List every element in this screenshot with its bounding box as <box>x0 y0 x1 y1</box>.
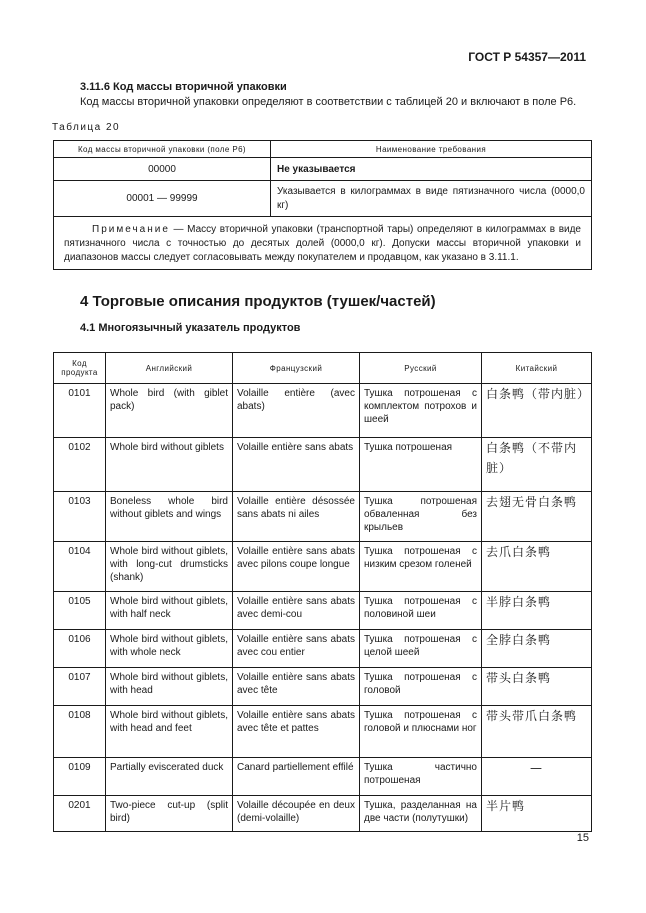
cell-english: Whole bird (with giblet pack) <box>106 384 233 438</box>
column-header-code: Код продукта <box>54 353 106 384</box>
cell-english: Whole bird without giblets, with head and feet <box>106 706 233 758</box>
cell-russian: Тушка потрошеная с целой шеей <box>360 630 482 668</box>
cell-code: 0107 <box>54 668 106 706</box>
table-caption: Таблица 20 <box>52 122 121 133</box>
cell-chinese: 去爪白条鸭 <box>482 542 592 592</box>
cell-english: Two-piece cut-up (split bird) <box>106 796 233 832</box>
cell-russian: Тушка потрошеная обваленная без крыльев <box>360 492 482 542</box>
table-row <box>54 158 592 181</box>
cell-russian: Тушка потрошеная <box>360 438 482 492</box>
cell-code: 0106 <box>54 630 106 668</box>
table-cell-requirement: Не указывается <box>271 158 592 181</box>
table-cell-code: 00000 <box>54 158 271 181</box>
column-header-russian: Русский <box>360 353 482 384</box>
column-header: Наименование требования <box>271 141 592 158</box>
cell-chinese: 全脖白条鸭 <box>482 630 592 668</box>
table-row <box>54 492 592 542</box>
cell-english: Whole bird without giblets <box>106 438 233 492</box>
column-header-english: Английский <box>106 353 233 384</box>
cell-russian: Тушка потрошеная с головой <box>360 668 482 706</box>
table-cell-code: 00001 — 99999 <box>54 181 271 217</box>
table-row <box>54 592 592 630</box>
cell-russian: Тушка потрошеная с низким срезом голеней <box>360 542 482 592</box>
cell-french: Volaille entière désossée sans abats ni ailes <box>233 492 360 542</box>
section-4-1-heading: 4.1 Многоязычный указатель продуктов <box>80 322 301 334</box>
cell-chinese: 带头带爪白条鸭 <box>482 706 592 758</box>
section-4-heading: 4 Торговые описания продуктов (тушек/частей) <box>80 293 436 310</box>
column-header: Код массы вторичной упаковки (поле P6) <box>54 141 271 158</box>
table-row <box>54 706 592 758</box>
table-row <box>54 630 592 668</box>
cell-russian: Тушка потрошеная с головой и плюснами ног <box>360 706 482 758</box>
cell-french: Volaille entière sans abats <box>233 438 360 492</box>
cell-french: Canard partiellement effilé <box>233 758 360 796</box>
cell-chinese: 白条鸭（带内脏） <box>482 384 592 438</box>
section-heading: 3.11.6 Код массы вторичной упаковки <box>80 81 287 93</box>
column-header-french: Французский <box>233 353 360 384</box>
cell-french: Volaille entière sans abats avec cou entier <box>233 630 360 668</box>
cell-code: 0103 <box>54 492 106 542</box>
cell-russian: Тушка частично потрошеная <box>360 758 482 796</box>
column-header-chinese: Китайский <box>482 353 592 384</box>
note-label: Примечание <box>92 224 170 235</box>
cell-french: Volaille entière sans abats avec tête et pattes <box>233 706 360 758</box>
cell-english: Whole bird without giblets, with half neck <box>106 592 233 630</box>
table-row <box>54 181 592 217</box>
products-table <box>53 352 592 832</box>
cell-code: 0101 <box>54 384 106 438</box>
cell-code: 0108 <box>54 706 106 758</box>
section-text: Код массы вторичной упаковки определяют в соответствии с таблицей 20 и включают в поле P6. <box>80 96 577 108</box>
cell-english: Whole bird without giblets, with long-cut drumsticks (shank) <box>106 542 233 592</box>
table-note-row <box>54 217 592 270</box>
cell-chinese: 白条鸭（不带内脏） <box>482 438 592 492</box>
section-3-11-6 <box>80 80 590 110</box>
cell-chinese: 去翅无骨白条鸭 <box>482 492 592 542</box>
cell-code: 0104 <box>54 542 106 592</box>
cell-french: Volaille découpée en deux (demi-volaille) <box>233 796 360 832</box>
document-standard-header: ГОСТ Р 54357—2011 <box>468 50 586 64</box>
cell-russian: Тушка, разделанная на две части (полутушки) <box>360 796 482 832</box>
cell-chinese: 半脖白条鸭 <box>482 592 592 630</box>
note-text: — Массу вторичной упаковки (транспортной тары) определяют в килограммах в виде пятизначного числа с точностью до десятых долей (0000,0 кг). Допуски массы вторичной упаковки и диапазонов массы следует согласовывать между покупателем и продавцом, как указано в 3.11.1. <box>64 224 581 263</box>
cell-chinese: 半片鸭 <box>482 796 592 832</box>
table-row <box>54 438 592 492</box>
table-row <box>54 758 592 796</box>
cell-english: Whole bird without giblets, with head <box>106 668 233 706</box>
table-cell-requirement: Указывается в килограммах в виде пятизначного числа (0000,0 кг) <box>271 181 592 217</box>
cell-french: Volaille entière sans abats avec pilons coupe longue <box>233 542 360 592</box>
cell-russian: Тушка потрошеная с половиной шеи <box>360 592 482 630</box>
table-note <box>54 217 592 270</box>
table-header-row <box>54 141 592 158</box>
cell-chinese: 带头白条鸭 <box>482 668 592 706</box>
cell-english: Partially eviscerated duck <box>106 758 233 796</box>
table-header-row <box>54 353 592 384</box>
cell-code: 0105 <box>54 592 106 630</box>
cell-code: 0102 <box>54 438 106 492</box>
cell-french: Volaille entière (avec abats) <box>233 384 360 438</box>
table-row <box>54 668 592 706</box>
cell-code: 0201 <box>54 796 106 832</box>
table-row <box>54 542 592 592</box>
cell-russian: Тушка потрошеная с комплектом потрохов и шеей <box>360 384 482 438</box>
cell-english: Boneless whole bird without giblets and wings <box>106 492 233 542</box>
table-row <box>54 384 592 438</box>
cell-english: Whole bird without giblets, with whole neck <box>106 630 233 668</box>
cell-code: 0109 <box>54 758 106 796</box>
cell-french: Volaille entière sans abats avec tête <box>233 668 360 706</box>
cell-chinese: — <box>482 758 592 796</box>
table-row <box>54 796 592 832</box>
table-20 <box>53 140 592 270</box>
cell-french: Volaille entière sans abats avec demi-cou <box>233 592 360 630</box>
page-number: 15 <box>576 832 589 844</box>
